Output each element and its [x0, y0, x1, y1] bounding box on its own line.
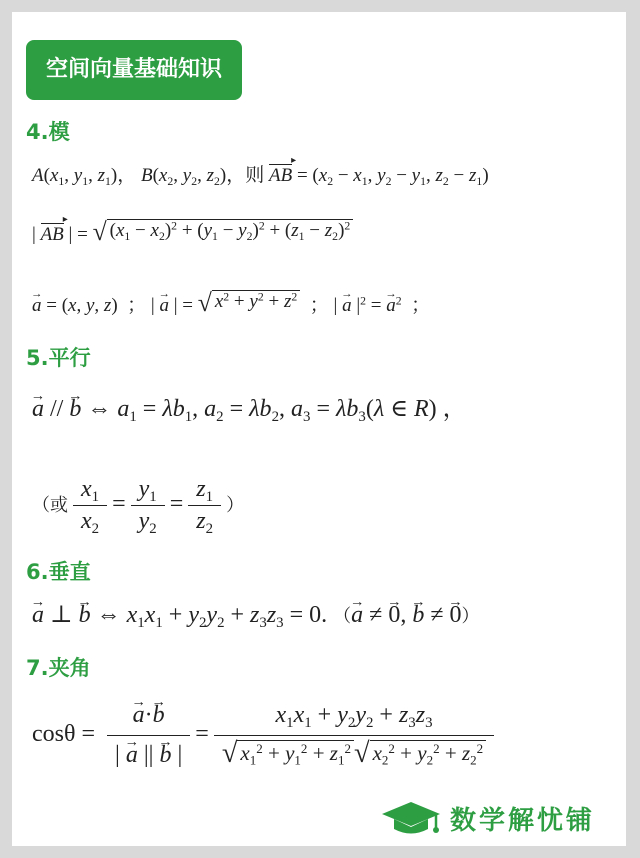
brand-name: 数学解忧铺 — [450, 805, 596, 836]
section-heading-perpendicular: 6.垂直 — [26, 560, 91, 584]
formula-perpendicular: → a ⊥ → b ⇔ $x_1x_1 + y_2y_2 + z_3z_3 = 0$. （→ a ≠ → 0, → b ≠ → 0） — [32, 600, 480, 629]
formula-parallel-ratio: （或 $\frac{x_1}{x_2}$ = $\frac{y_1}{y_2}$ = $\frac{z_1}{z_2}$ ） — [32, 476, 245, 538]
section-heading-angle: 7.夹角 — [26, 656, 91, 680]
formula-vector-a-length: → a = (x, y, z) ； | → a | = √ $x^2 + y^2 + z^2$ ； | → a $|^2$ = → $a^2$ ； — [32, 290, 430, 317]
section-heading-parallel: 5.平行 — [26, 346, 91, 370]
page-title-badge: 空间向量基础知识 — [26, 40, 242, 100]
section-heading-modulus: 4.模 — [26, 120, 70, 144]
formula-parallel: → a // → b ⇔ $a_1 = \lambda b_1$, $a_2 = \lambda b_2$, $a_3 = \lambda b_3(\lambda$ ∈ R) ， — [32, 388, 467, 423]
formula-angle-cos: cosθ = → $\frac{a\cdot\to b}{| \to a || \to b |}$ = $x_1x_1 + y_2y_2 + z_3z_3$ √ $x_1^2 + y_1^2 + z_1^2$ √ $x_2^2 + y_2^2 + z_2^2$ — [32, 702, 493, 769]
brand-logo — [380, 800, 624, 836]
notes-card — [12, 12, 626, 846]
formula-ab-vector: $A(x_1$, $y_1$, $z_1$)， $B(x_2$, $y_2$, $z_2$)，则 AB ▸ = ($x_2 - x_1$, $y_2 - y_1$, $z_2 - z_1$) — [32, 160, 489, 187]
graduation-cap-icon — [380, 800, 442, 836]
formula-ab-length: | AB ▸ | = √ $(x_1 - x_2)^2 + (y_1 - y_2)^2 + (z_1 - z_2)^2$ — [32, 219, 353, 246]
